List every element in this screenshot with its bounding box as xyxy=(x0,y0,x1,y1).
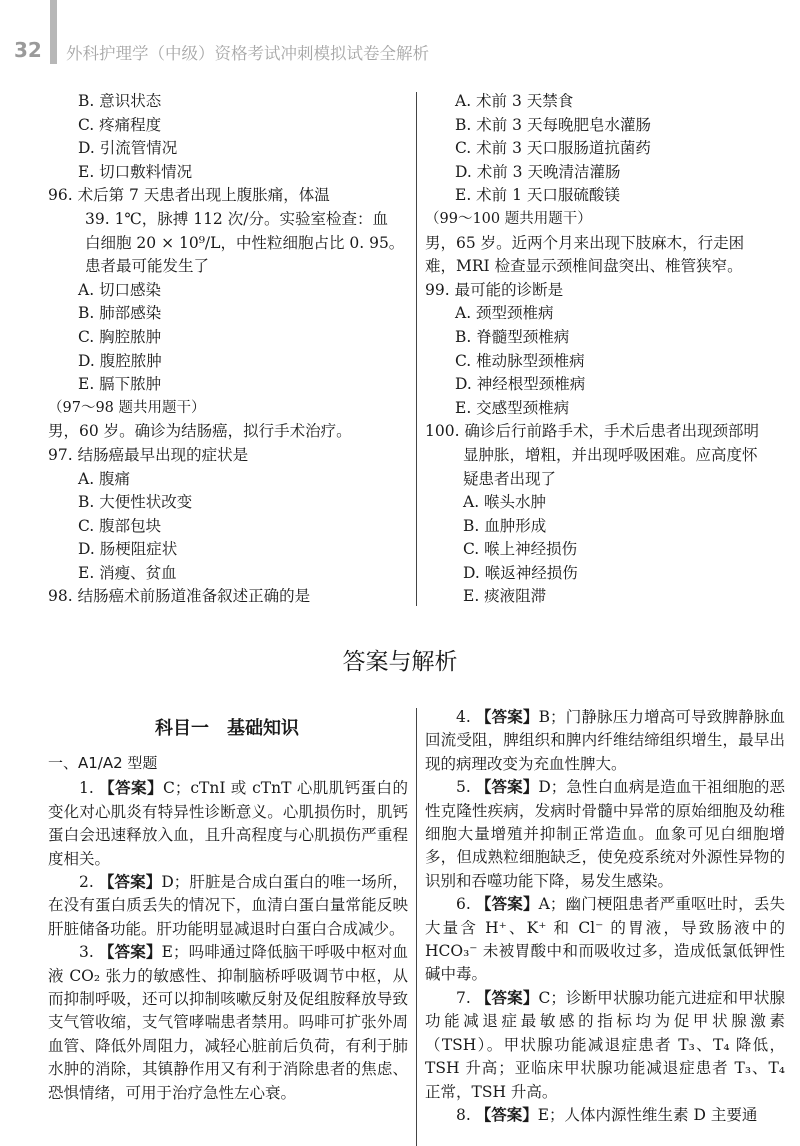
section-heading: 一、A1/A2 型题 xyxy=(48,754,158,772)
question-line: D. 喉返神经损伤 xyxy=(463,563,578,582)
question-line: 男，65 岁。近两个月来出现下肢麻木，行走困 xyxy=(425,233,745,252)
running-title: 外科护理学（中级）资格考试冲刺模拟试卷全解析 xyxy=(66,44,429,63)
answer-tag: 【答案】 xyxy=(475,895,539,914)
question-line: 98. 结肠癌术前肠道准备叙述正确的是 xyxy=(48,587,311,606)
answer-item xyxy=(425,893,785,987)
answer-explanation: B；门静脉压力增高可导致脾静脉血回流受阻，脾组织和脾内纤维结缔组织增生，最早出现的病理改变为充血性脾大。 xyxy=(425,708,785,773)
answers-section-title: 答案与解析 xyxy=(342,649,458,675)
answer-item xyxy=(48,777,408,871)
question-line: 96. 术后第 7 天患者出现上腹胀痛，体温 xyxy=(48,186,330,205)
answer-tag: 【答案】 xyxy=(475,988,539,1007)
answer-item xyxy=(425,1104,785,1127)
question-line: 患者最可能发生了 xyxy=(85,257,210,276)
question-line: A. 切口感染 xyxy=(78,280,162,299)
question-line: 39. 1℃，脉搏 112 次/分。实验室检查：血 xyxy=(85,209,388,228)
question-line: D. 腹腔脓肿 xyxy=(78,351,162,370)
question-line: 难，MRI 检查显示颈椎间盘突出、椎管狭窄。 xyxy=(425,257,743,276)
question-line: E. 消瘦、贫血 xyxy=(78,563,177,582)
answer-item xyxy=(425,706,785,776)
column-divider-top xyxy=(416,92,417,606)
question-line: 白细胞 20 × 10⁹/L，中性粒细胞占比 0. 95。 xyxy=(85,233,405,252)
question-line: E. 痰液阻滞 xyxy=(463,587,547,606)
question-line: C. 腹部包块 xyxy=(78,516,162,535)
page-number: 32 xyxy=(14,38,42,62)
header-bar-decoration xyxy=(50,0,57,64)
question-line: D. 引流管情况 xyxy=(78,139,178,158)
question-line: E. 切口敷料情况 xyxy=(78,162,193,181)
question-line: A. 腹痛 xyxy=(78,469,131,488)
answer-explanation: C；诊断甲状腺功能亢进症和甲状腺功能减退症最敏感的指标均为促甲状腺激素（TSH）。甲状腺功能减退症患者 T₃、T₄ 降低，TSH 升高；亚临床甲状腺功能减退症患者 T₃、T₄ 正常，TSH 升高。 xyxy=(425,988,785,1101)
question-line: A. 喉头水肿 xyxy=(463,493,547,512)
answer-item xyxy=(425,776,785,893)
answer-item xyxy=(425,987,785,1104)
question-line: C. 喉上神经损伤 xyxy=(463,540,578,559)
question-line: D. 神经根型颈椎病 xyxy=(455,375,586,394)
question-line: C. 胸腔脓肿 xyxy=(78,327,162,346)
question-line: B. 意识状态 xyxy=(78,92,162,110)
answer-explanation: A；幽门梗阻患者严重呕吐时，丢失大量含 H⁺、K⁺ 和 Cl⁻ 的胃液，导致肠液中的 HCO₃⁻ 未被胃酸中和而吸收过多，造成低氯低钾性碱中毒。 xyxy=(425,895,785,984)
question-line: 97. 结肠癌最早出现的症状是 xyxy=(48,445,249,464)
answer-number: 3. xyxy=(79,943,99,962)
question-line: E. 膈下脓肿 xyxy=(78,375,162,394)
question-line: B. 血肿形成 xyxy=(463,516,547,535)
answer-tag: 【答案】 xyxy=(475,1105,538,1124)
answer-tag: 【答案】 xyxy=(99,779,163,798)
answer-tag: 【答案】 xyxy=(98,943,162,962)
question-line: B. 大便性状改变 xyxy=(78,493,193,512)
answer-explanation: E；吗啡通过降低脑干呼吸中枢对血液 CO₂ 张力的敏感性、抑制脑桥呼吸调节中枢，从而抑制呼吸，还可以抑制咳嗽反射及促组胺释放导致支气管收缩，支气管哮喘患者禁用。吗啡可扩张外周血管、降低外周阻力，减轻心脏前后负荷，有利于肺水肿的消除，其镇静作用又有利于消除患者的焦虑、恐惧情绪，可用于治疗急性左心衰。 xyxy=(48,943,408,1102)
question-line: E. 术前 1 天口服硫酸镁 xyxy=(455,186,620,205)
answer-tag: 【答案】 xyxy=(475,708,539,726)
answers-right-column xyxy=(425,706,785,1127)
answer-explanation: D；急性白血病是造血干祖细胞的恶性克隆性疾病，发病时骨髓中异常的原始细胞及幼稚细胞大量增殖并抑制正常造血。血象可见白细胞增多，但成熟粒细胞缺乏，使免疫系统对外源性异物的识别和吞噬功能下降，易发生感染。 xyxy=(425,778,785,890)
question-line: E. 交感型颈椎病 xyxy=(455,398,570,417)
question-line: C. 椎动脉型颈椎病 xyxy=(455,351,585,370)
question-line: 显肿胀，增粗，并出现呼吸困难。应高度怀 xyxy=(463,445,758,464)
question-line: A. 术前 3 天禁食 xyxy=(455,92,574,110)
answer-item xyxy=(48,871,408,941)
questions-right-column xyxy=(425,90,795,609)
question-line: 100. 确诊后行前路手术，手术后患者出现颈部明 xyxy=(425,422,759,441)
answer-item xyxy=(48,941,408,1105)
answer-number: 7. xyxy=(456,988,476,1007)
answer-number: 1. xyxy=(79,779,100,798)
question-line: （97～98 题共用题干） xyxy=(48,399,206,416)
column-divider-bottom xyxy=(416,708,417,1146)
answer-number: 4. xyxy=(456,708,476,726)
subject-heading: 科目一 基础知识 xyxy=(155,718,299,739)
answer-number: 2. xyxy=(79,873,99,892)
question-line: D. 肠梗阻症状 xyxy=(78,540,178,559)
answer-number: 6. xyxy=(456,895,476,914)
question-line: 99. 最可能的诊断是 xyxy=(425,280,564,299)
question-line: B. 脊髓型颈椎病 xyxy=(455,327,570,346)
answer-explanation: E；人体内源性维生素 D 主要通 xyxy=(537,1105,758,1124)
question-line: A. 颈型颈椎病 xyxy=(455,304,554,323)
question-line: C. 疼痛程度 xyxy=(78,115,162,134)
question-line: （99～100 题共用题干） xyxy=(425,210,592,227)
answers-left-column xyxy=(48,752,408,1105)
question-line: 疑患者出现了 xyxy=(463,469,557,488)
question-line: B. 肺部感染 xyxy=(78,304,162,323)
answer-number: 8. xyxy=(456,1105,476,1124)
answer-explanation: D；肝脏是合成白蛋白的唯一场所，在没有蛋白质丢失的情况下，血清白蛋白量常能反映肝脏储备功能。肝功能明显减退时白蛋白合成减少。 xyxy=(48,873,408,938)
question-line: 男，60 岁。确诊为结肠癌，拟行手术治疗。 xyxy=(48,422,352,441)
answer-number: 5. xyxy=(456,778,476,797)
question-line: C. 术前 3 天口服肠道抗菌药 xyxy=(455,139,651,158)
answer-tag: 【答案】 xyxy=(475,778,539,797)
answer-explanation: C；cTnI 或 cTnT 心肌肌钙蛋白的变化对心肌炎有特异性诊断意义。心肌损伤时，肌钙蛋白会迅速释放入血，且升高程度与心肌损伤严重程度相关。 xyxy=(48,779,408,868)
questions-left-column xyxy=(48,90,416,609)
answer-tag: 【答案】 xyxy=(98,873,162,892)
question-line: D. 术前 3 天晚清洁灌肠 xyxy=(455,162,621,181)
question-line: B. 术前 3 天每晚肥皂水灌肠 xyxy=(455,115,651,134)
